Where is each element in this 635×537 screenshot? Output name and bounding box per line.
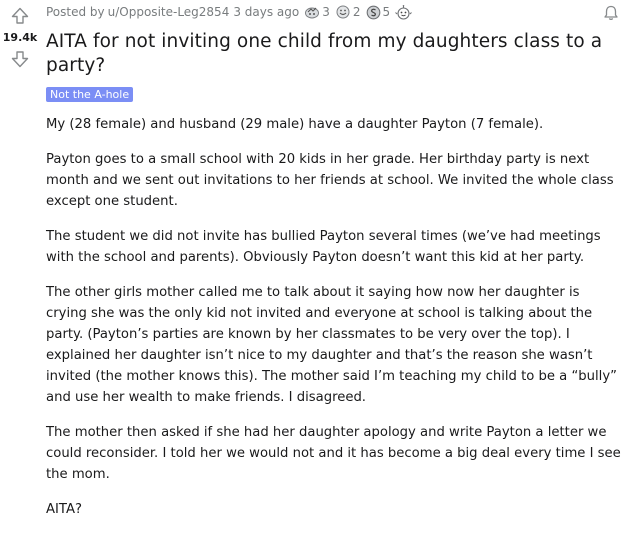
post-content <box>46 0 624 534</box>
award-hugz[interactable] <box>395 5 412 20</box>
notification-bell-icon[interactable] <box>602 4 620 22</box>
helpful-award-icon <box>304 5 320 19</box>
author-link[interactable]: u/Opposite-Leg2854 <box>107 5 230 19</box>
post-paragraph: Payton goes to a small school with 20 kids in her grade. Her birthday party is next month and we sent out invitations to her friends at school. We invited the whole class except one student. <box>46 152 614 209</box>
vote-column <box>0 0 40 71</box>
award-count: 5 <box>382 5 391 19</box>
post-body <box>46 114 624 520</box>
downvote-arrow-icon <box>10 49 30 69</box>
post-title[interactable]: AITA for not inviting one child from my daughters class to a party? <box>46 31 603 76</box>
post-paragraph: AITA? <box>46 502 82 517</box>
downvote-button[interactable] <box>8 47 32 71</box>
post-paragraph: My (28 female) and husband (29 male) have a daughter Payton (7 female). <box>46 117 544 132</box>
award-count: 2 <box>352 5 361 19</box>
post-meta <box>46 0 624 24</box>
post-paragraph: The mother then asked if she had her daughter apology and write Payton a letter we could reconsider. I told her we would not and it has become a big deal every time I see the mom. <box>46 425 621 482</box>
wholesome-award-icon <box>335 5 351 19</box>
hugz-award-icon <box>395 5 412 20</box>
award-wholesome[interactable] <box>335 5 361 19</box>
post-flair[interactable]: Not the A-hole <box>46 87 133 102</box>
upvote-arrow-icon <box>10 6 30 26</box>
upvote-button[interactable] <box>8 4 32 28</box>
vote-count: 19.4k <box>2 31 38 44</box>
silver-award-icon <box>366 5 381 20</box>
post-paragraph: The other girls mother called me to talk about it saying how now her daughter is crying she was the only kid not invited and everyone at school is talking about the party. (Payton’s parties are known by her classmates to be very over the top). I explained her daughter isn’t nice to my daughter and that’s the reason she wasn’t invited (the mother knows this). The mother said I’m teaching my child to be a “bully” and use her wealth to make friends. I disagreed. <box>46 285 617 405</box>
post-time: 3 days ago <box>233 5 300 19</box>
award-count: 3 <box>322 5 330 19</box>
posted-by-label: Posted by <box>46 5 105 19</box>
award-helpful[interactable] <box>304 5 330 19</box>
post-paragraph: The student we did not invite has bullied Payton several times (we’ve had meetings with the school and parents). Obviously Payton doesn’t want this kid at her party. <box>46 229 601 265</box>
award-silver[interactable] <box>366 5 391 20</box>
